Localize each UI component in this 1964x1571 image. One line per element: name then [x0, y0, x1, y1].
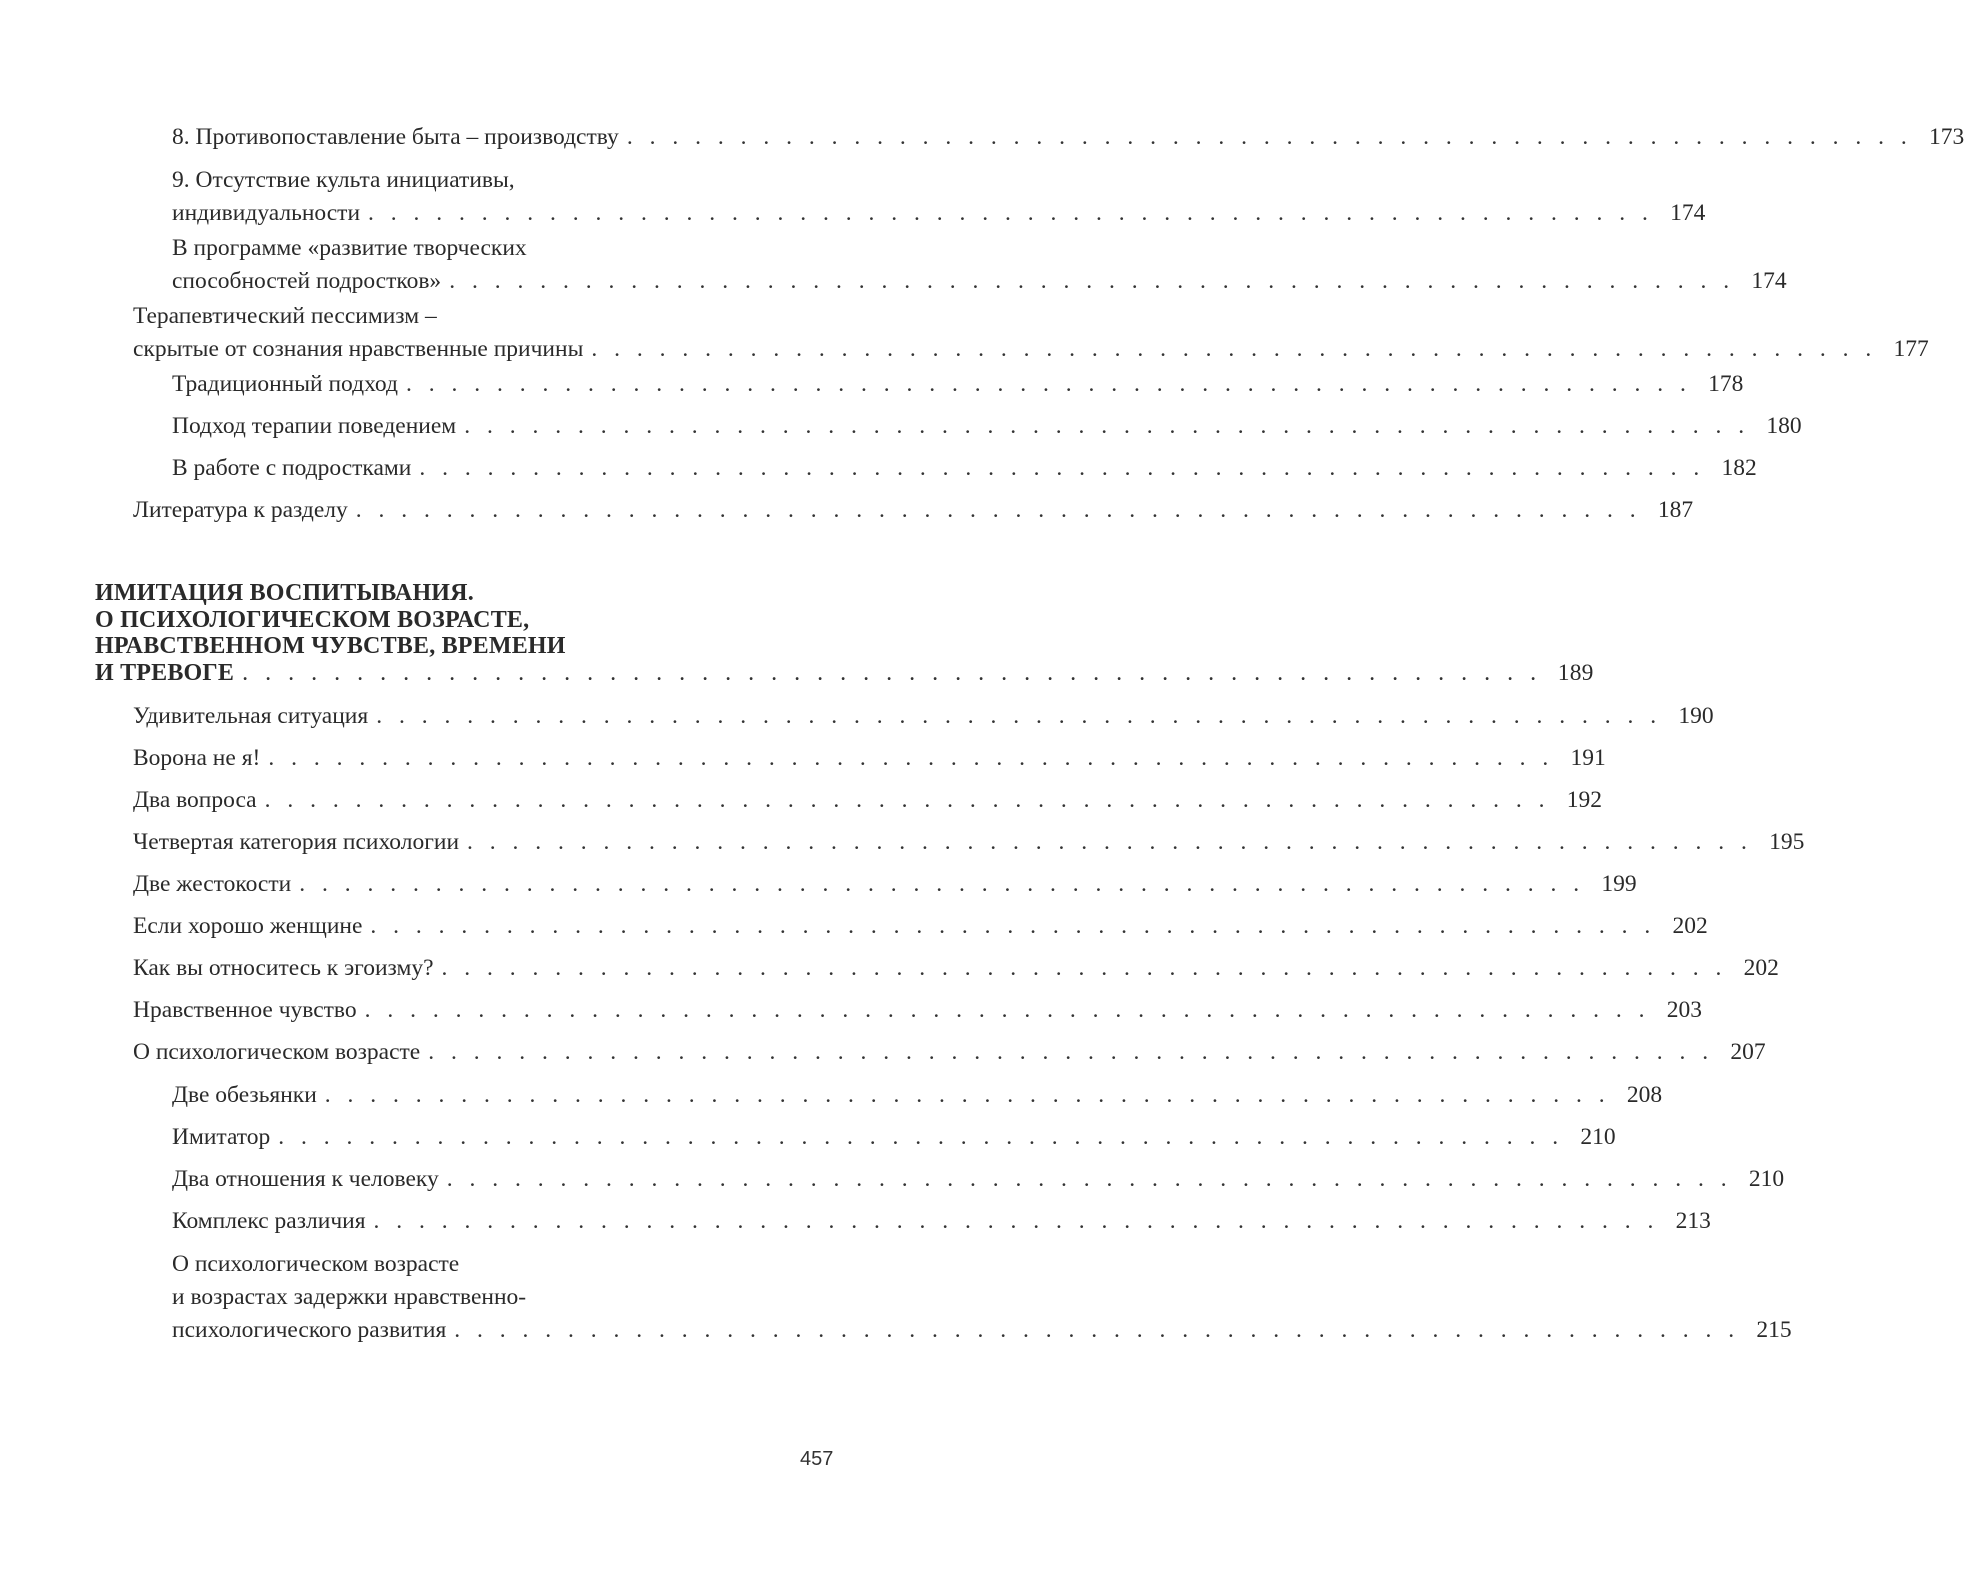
toc-entry-title: Две жестокости: [133, 871, 292, 897]
toc-entry-title: Традиционный подход: [172, 371, 398, 397]
toc-entry-title: Ворона не я!: [133, 745, 261, 771]
toc-page-number: 192: [1566, 787, 1602, 813]
toc-leader: . . . . . . . . . . . . . . . . . . . . . . . . . . . . . . . . . . . . . . . . . . . . . . . . . . . . . . . . .: [626, 124, 1913, 150]
toc-heading-line: О ПСИХОЛОГИЧЕСКОМ ВОЗРАСТЕ,: [95, 606, 530, 633]
toc-leader: . . . . . . . . . . . . . . . . . . . . . . . . . . . . . . . . . . . . . . . . . . . . . . . . . . . . . . . . .: [454, 1317, 1740, 1343]
toc-entry-title: Подход терапии поведением: [172, 413, 457, 439]
toc-page-number: 207: [1730, 1039, 1766, 1065]
toc-entry-title: О психологическом возрасте: [172, 1251, 460, 1277]
toc-page-number: 174: [1751, 268, 1787, 294]
toc-entry: [133, 952, 1779, 985]
toc-entry-title: Как вы относитесь к эгоизму?: [133, 955, 434, 981]
toc-entry: [172, 368, 1744, 401]
toc-leader: . . . . . . . . . . . . . . . . . . . . . . . . . . . . . . . . . . . . . . . . . . . . . . . . . . . . . . . . .: [441, 955, 1727, 981]
toc-page-number: 177: [1893, 336, 1929, 362]
toc-entry: [133, 300, 1929, 366]
toc-page-number: 210: [1748, 1166, 1785, 1192]
toc-leader: . . . . . . . . . . . . . . . . . . . . . . . . . . . . . . . . . . . . . . . . . . . . . . . . . . . . . . . . .: [405, 371, 1692, 397]
toc-entry-title: Имитатор: [172, 1124, 271, 1150]
toc-heading-line: И ТРЕВОГЕ: [95, 659, 235, 686]
toc-entry-title: Если хорошо женщине: [133, 913, 363, 939]
toc-entry-title: Комплекс различия: [172, 1208, 366, 1234]
toc-entry: [172, 1163, 1785, 1196]
toc-entry-title: психологического развития: [172, 1317, 447, 1343]
toc-entry: [133, 868, 1637, 901]
toc-page-number: 174: [1670, 200, 1706, 226]
toc-entry: [133, 494, 1694, 527]
toc-entry-title: Литература к разделу: [133, 497, 348, 523]
toc-page-number: 182: [1721, 455, 1757, 481]
toc-entry: [133, 700, 1714, 733]
toc-page-number: 190: [1678, 703, 1714, 729]
toc-heading-line: НРАВСТВЕННОМ ЧУВСТВЕ, ВРЕМЕНИ: [95, 633, 566, 659]
toc-page-number: 173: [1928, 124, 1964, 150]
toc-leader: . . . . . . . . . . . . . . . . . . . . . . . . . . . . . . . . . . . . . . . . . . . . . . . . . . . . . . . . .: [299, 871, 1585, 897]
toc-page-number: 191: [1570, 745, 1606, 771]
toc-leader: . . . . . . . . . . . . . . . . . . . . . . . . . . . . . . . . . . . . . . . . . . . . . . . . . . . . . . . . .: [278, 1124, 1564, 1150]
toc-entry-title: Две обезьянки: [172, 1082, 317, 1108]
toc-entry-title: Удивительная ситуация: [133, 703, 369, 729]
toc-entry-title: способностей подростков»: [172, 268, 442, 294]
toc-page-number: 178: [1708, 371, 1744, 397]
toc-entry: [133, 910, 1708, 943]
toc-leader: . . . . . . . . . . . . . . . . . . . . . . . . . . . . . . . . . . . . . . . . . . . . . . . . . . . . . . . . .: [464, 413, 1750, 439]
toc-heading-line: ИМИТАЦИЯ ВОСПИТЫВАНИЯ.: [95, 580, 474, 606]
toc-section-heading: [95, 580, 1594, 686]
toc-entry: [172, 121, 1964, 154]
toc-page-number: 199: [1601, 871, 1637, 897]
toc-entry-title: Четвертая категория психологии: [133, 829, 460, 855]
toc-entry: [133, 784, 1602, 817]
toc-entry: [172, 232, 1787, 298]
toc-entry-title: скрытые от сознания нравственные причины: [133, 336, 584, 362]
toc-page-number: 202: [1743, 955, 1779, 981]
toc-page-number: 202: [1672, 913, 1708, 939]
toc-entry-title: Терапевтический пессимизм –: [133, 303, 437, 329]
toc-leader: . . . . . . . . . . . . . . . . . . . . . . . . . . . . . . . . . . . . . . . . . . . . . . . . . . . . . . . . .: [268, 745, 1554, 771]
toc-leader: . . . . . . . . . . . . . . . . . . . . . . . . . . . . . . . . . . . . . . . . . . . . . . . . . . . . . . . . .: [264, 787, 1550, 813]
toc-leader: . . . . . . . . . . . . . . . . . . . . . . . . . . . . . . . . . . . . . . . . . . . . . . . . . . . . . . . . .: [428, 1039, 1714, 1065]
toc-leader: . . . . . . . . . . . . . . . . . . . . . . . . . . . . . . . . . . . . . . . . . . . . . . . . . . . . . . . . .: [449, 268, 1735, 294]
toc-leader: . . . . . . . . . . . . . . . . . . . . . . . . . . . . . . . . . . . . . . . . . . . . . . . . . . . . . . . . .: [376, 703, 1662, 729]
toc-entry: [172, 452, 1757, 485]
toc-page-number: 213: [1675, 1208, 1711, 1234]
toc-page-number: 195: [1769, 829, 1805, 855]
toc-entry-title: Два вопроса: [133, 787, 257, 813]
toc-leader: . . . . . . . . . . . . . . . . . . . . . . . . . . . . . . . . . . . . . . . . . . . . . . . . . . . . . . . . .: [591, 336, 1877, 362]
toc-page-number: 189: [1557, 659, 1594, 686]
toc-leader: . . . . . . . . . . . . . . . . . . . . . . . . . . . . . . . . . . . . . . . . . . . . . . . . . . . . . . . . .: [368, 200, 1654, 226]
toc-leader: . . . . . . . . . . . . . . . . . . . . . . . . . . . . . . . . . . . . . . . . . . . . . . . . . . . . . . . . .: [419, 455, 1705, 481]
toc-entry: [172, 1205, 1711, 1238]
toc-entry-title: Два отношения к человеку: [172, 1166, 439, 1192]
toc-entry: [172, 1121, 1616, 1154]
toc-entry-title: 9. Отсутствие культа инициативы,: [172, 167, 515, 193]
toc-page-number: 187: [1657, 497, 1694, 523]
toc-entry-title: В работе с подростками: [172, 455, 412, 481]
toc-leader: . . . . . . . . . . . . . . . . . . . . . . . . . . . . . . . . . . . . . . . . . . . . . . . . . . . . . . . . .: [364, 997, 1650, 1023]
toc-page-number: 203: [1666, 997, 1702, 1023]
toc-entry: [133, 742, 1606, 775]
toc-page-number: 210: [1580, 1124, 1616, 1150]
toc-leader: . . . . . . . . . . . . . . . . . . . . . . . . . . . . . . . . . . . . . . . . . . . . . . . . . . . . . . . . .: [242, 659, 1542, 686]
toc-entry: [133, 826, 1805, 859]
toc-entry: [133, 1036, 1766, 1069]
toc-entry-title: и возрастах задержки нравственно-: [172, 1284, 527, 1310]
toc-entry-title: индивидуальности: [172, 200, 361, 226]
page-number: 457: [800, 1448, 834, 1470]
toc-entry-title: Нравственное чувство: [133, 997, 357, 1023]
toc-leader: . . . . . . . . . . . . . . . . . . . . . . . . . . . . . . . . . . . . . . . . . . . . . . . . . . . . . . . . .: [324, 1082, 1611, 1108]
toc-leader: . . . . . . . . . . . . . . . . . . . . . . . . . . . . . . . . . . . . . . . . . . . . . . . . . . . . . . . . .: [370, 913, 1656, 939]
toc-leader: . . . . . . . . . . . . . . . . . . . . . . . . . . . . . . . . . . . . . . . . . . . . . . . . . . . . . . . . .: [446, 1166, 1733, 1192]
toc-leader: . . . . . . . . . . . . . . . . . . . . . . . . . . . . . . . . . . . . . . . . . . . . . . . . . . . . . . . . .: [355, 497, 1642, 523]
toc-leader: . . . . . . . . . . . . . . . . . . . . . . . . . . . . . . . . . . . . . . . . . . . . . . . . . . . . . . . . .: [373, 1208, 1659, 1234]
toc-entry: [172, 1079, 1663, 1112]
toc-page-number: 208: [1626, 1082, 1663, 1108]
toc-leader: . . . . . . . . . . . . . . . . . . . . . . . . . . . . . . . . . . . . . . . . . . . . . . . . . . . . . . . . .: [467, 829, 1753, 855]
toc-entry: [133, 994, 1702, 1027]
toc-entry: [172, 1248, 1792, 1347]
toc-entry-title: В программе «развитие творческих: [172, 235, 527, 261]
toc-entry: [172, 164, 1706, 230]
toc-page-number: 215: [1756, 1317, 1792, 1343]
toc-entry-title: О психологическом возрасте: [133, 1039, 421, 1065]
toc-entry-title: 8. Противопоставление быта – производству: [172, 124, 619, 150]
toc-page-number: 180: [1766, 413, 1802, 439]
toc-entry: [172, 410, 1802, 443]
